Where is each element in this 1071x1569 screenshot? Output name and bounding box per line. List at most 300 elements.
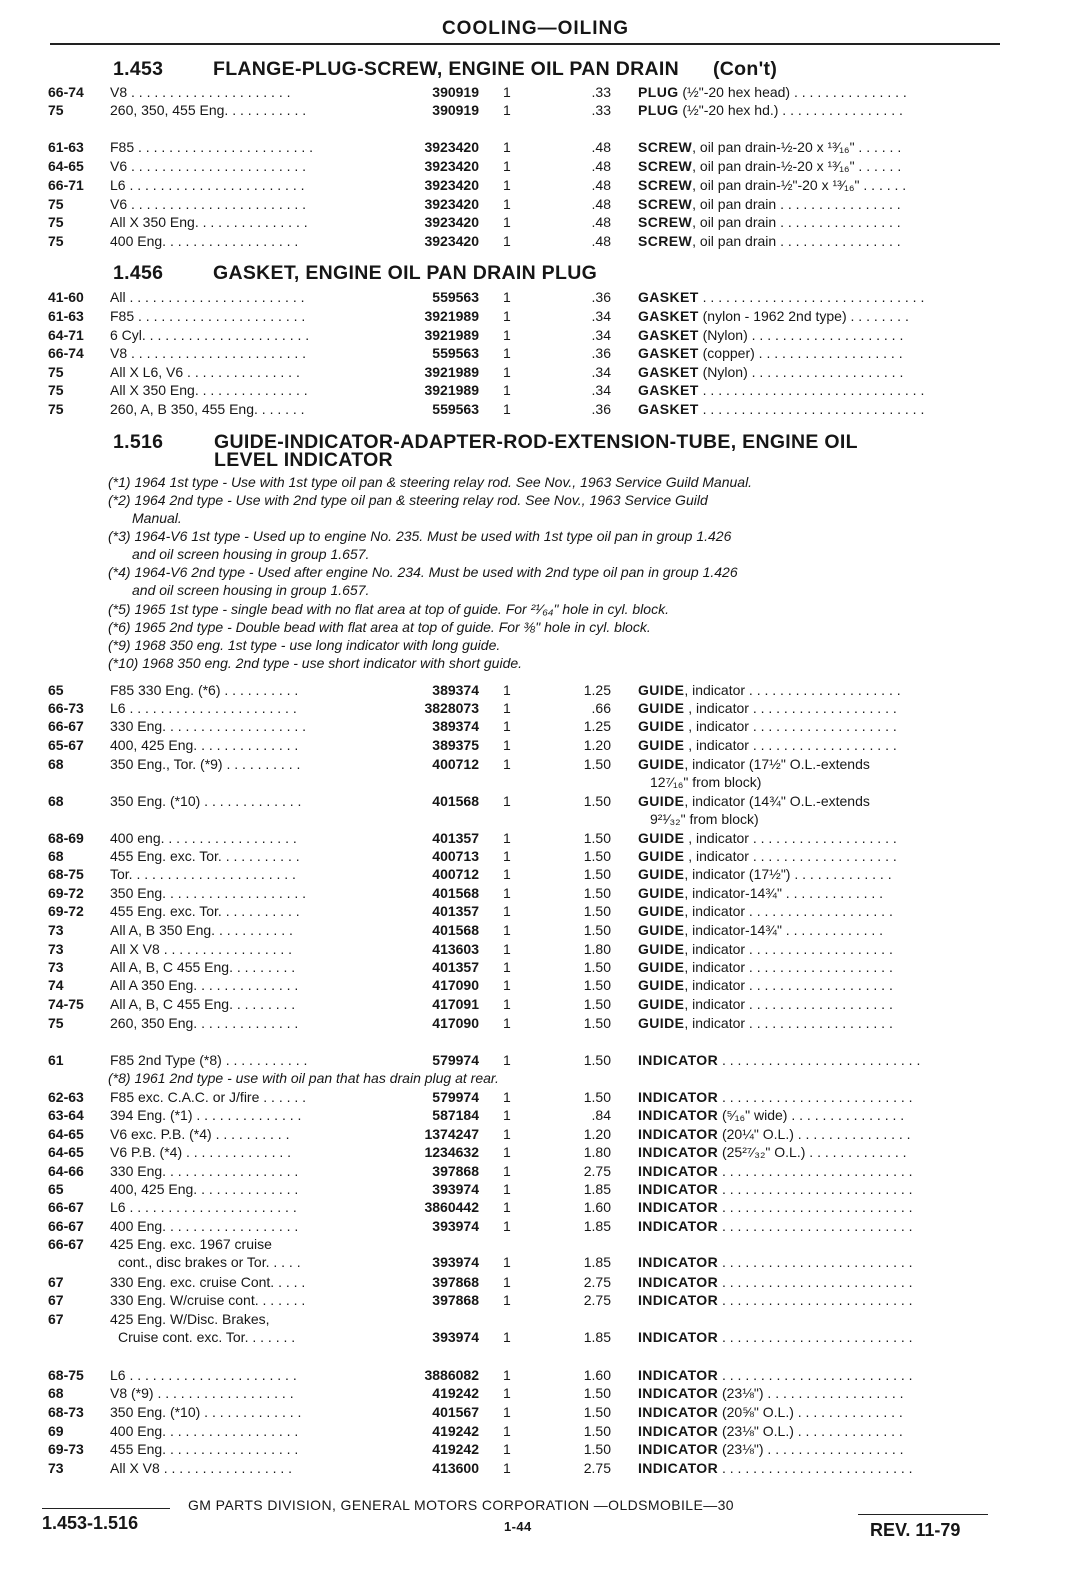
- description-detail: , indicator . . . . . . . . . . . . . . . . . . .: [684, 830, 897, 846]
- description: [638, 884, 998, 902]
- price: 1.60: [583, 1199, 611, 1215]
- price: 1.25: [583, 718, 611, 734]
- description-detail: , indicator . . . . . . . . . . . . . . . . . . .: [684, 959, 893, 975]
- quantity: 1: [503, 737, 511, 753]
- price: 1.50: [583, 793, 611, 809]
- price: 1.25: [583, 682, 611, 698]
- section-title: [113, 431, 213, 454]
- price: 1.50: [583, 959, 611, 975]
- description: [638, 921, 998, 939]
- description: [638, 1328, 998, 1346]
- application: All . . . . . . . . . . . . . . . . . . . . . . .: [110, 289, 305, 305]
- model-years: 68-73: [48, 1404, 84, 1420]
- application: 425 Eng. W/Disc. Brakes,: [110, 1311, 270, 1327]
- part-number: 397868: [432, 1274, 479, 1290]
- part-number: 579974: [432, 1089, 479, 1105]
- model-years: 73: [48, 941, 64, 957]
- model-years: 75: [48, 214, 64, 230]
- quantity: 1: [503, 996, 511, 1012]
- description: [638, 829, 998, 847]
- footer-rule-left: [42, 1508, 170, 1509]
- price: 1.50: [583, 1404, 611, 1420]
- application: 394 Eng. (*1) . . . . . . . . . . . . . .: [110, 1107, 302, 1123]
- footnote: (*4) 1964-V6 2nd type - Used after engine No. 234. Must be used with 2nd type oil pan in group 1.426: [108, 564, 738, 580]
- application: V6 . . . . . . . . . . . . . . . . . . . . . . .: [110, 158, 307, 174]
- part-number: 401357: [432, 959, 479, 975]
- model-years: 68: [48, 756, 64, 772]
- quantity: 1: [503, 382, 511, 398]
- quantity: 1: [503, 866, 511, 882]
- section-heading: [214, 433, 994, 469]
- description-detail: , indicator . . . . . . . . . . . . . . . . . . .: [684, 718, 897, 734]
- description: [638, 1440, 998, 1458]
- model-years: 62-63: [48, 1089, 84, 1105]
- model-years: 74: [48, 977, 64, 993]
- description-detail: , indicator . . . . . . . . . . . . . . . . . . .: [684, 737, 897, 753]
- price: 1.50: [583, 1441, 611, 1457]
- description: [638, 101, 998, 119]
- application: cont., disc brakes or Tor. . . . .: [118, 1254, 301, 1270]
- part-name: GUIDE: [638, 977, 685, 993]
- price: 1.20: [583, 1126, 611, 1142]
- description: [638, 157, 998, 175]
- quantity: 1: [503, 1329, 511, 1345]
- part-row: [0, 792, 1071, 810]
- quantity: 1: [503, 1015, 511, 1031]
- part-row: [0, 232, 1071, 250]
- quantity: 1: [503, 308, 511, 324]
- part-number: 419242: [432, 1423, 479, 1439]
- part-number: 3923420: [424, 233, 479, 249]
- part-row: [0, 1273, 1071, 1291]
- part-row: [0, 344, 1071, 362]
- part-name: GUIDE: [638, 959, 685, 975]
- quantity: 1: [503, 1292, 511, 1308]
- model-years: 61-63: [48, 308, 84, 324]
- application: 455 Eng. . . . . . . . . . . . . . . . . .: [110, 1441, 299, 1457]
- application: All X 350 Eng. . . . . . . . . . . . . . .: [110, 214, 308, 230]
- quantity: 1: [503, 1126, 511, 1142]
- model-years: 68: [48, 793, 64, 809]
- part-name: SCREW: [638, 177, 693, 193]
- price: 1.50: [583, 1089, 611, 1105]
- part-row: [0, 681, 1071, 699]
- application: V8 . . . . . . . . . . . . . . . . . . . . .: [110, 84, 291, 100]
- model-years: 75: [48, 102, 64, 118]
- footnote: (*1) 1964 1st type - Use with 1st type oil pan & steering relay rod. See Nov., 1963 Service Guild Manual.: [108, 474, 753, 490]
- part-row: [0, 1422, 1071, 1440]
- part-number: 3921989: [424, 308, 479, 324]
- quantity: 1: [503, 718, 511, 734]
- application: All A, B 350 Eng. . . . . . . . . . .: [110, 922, 293, 938]
- part-number: 393974: [432, 1218, 479, 1234]
- price: 1.85: [583, 1329, 611, 1345]
- price: 1.50: [583, 1015, 611, 1031]
- description: [638, 1366, 998, 1384]
- application: All A, B, C 455 Eng. . . . . . . . .: [110, 996, 296, 1012]
- part-name: GUIDE: [638, 793, 685, 809]
- description: [638, 699, 998, 717]
- application: 350 Eng. (*10) . . . . . . . . . . . . .: [110, 793, 302, 809]
- description-detail: (½"-20 hex head) . . . . . . . . . . . . . . .: [678, 84, 907, 100]
- description: [638, 1291, 998, 1309]
- description: [638, 792, 998, 810]
- part-row-continuation: [0, 773, 1071, 791]
- part-row: [0, 83, 1071, 101]
- description-detail: . . . . . . . . . . . . . . . . . . . . . . . . . . . . .: [698, 401, 925, 417]
- model-years: 65: [48, 1181, 64, 1197]
- description-detail: , indicator-14¾" . . . . . . . . . . . . .: [684, 885, 884, 901]
- price: .34: [591, 327, 611, 343]
- price: .84: [591, 1107, 611, 1123]
- description: [638, 681, 998, 699]
- price: .48: [591, 214, 611, 230]
- quantity: 1: [503, 1460, 511, 1476]
- description-detail: , oil pan drain . . . . . . . . . . . . . . . .: [692, 233, 901, 249]
- price: .48: [591, 177, 611, 193]
- description: [638, 1273, 998, 1291]
- part-name: GUIDE: [638, 1015, 685, 1031]
- part-number: 579974: [432, 1052, 479, 1068]
- part-name: INDICATOR: [638, 1126, 719, 1142]
- description-detail: . . . . . . . . . . . . . . . . . . . . . . . . .: [718, 1460, 913, 1476]
- description-detail: , indicator (17½") . . . . . . . . . . . . .: [684, 866, 892, 882]
- application: All X V8 . . . . . . . . . . . . . . . . .: [110, 1460, 293, 1476]
- part-row: [0, 1440, 1071, 1458]
- price: .36: [591, 289, 611, 305]
- model-years: 75: [48, 1015, 64, 1031]
- part-number: 3828073: [424, 700, 479, 716]
- part-name: GUIDE: [638, 830, 685, 846]
- price: 1.80: [583, 941, 611, 957]
- part-row: [0, 1088, 1071, 1106]
- part-row: [0, 1291, 1071, 1309]
- description-detail: . . . . . . . . . . . . . . . . . . . . . . . . .: [718, 1254, 913, 1270]
- part-row: [0, 1366, 1071, 1384]
- part-name: GUIDE: [638, 700, 685, 716]
- part-name: GASKET: [638, 308, 699, 324]
- price: 2.75: [583, 1460, 611, 1476]
- description-detail: . . . . . . . . . . . . . . . . . . . . . . . . .: [718, 1367, 913, 1383]
- quantity: 1: [503, 1423, 511, 1439]
- model-years: 61-63: [48, 139, 84, 155]
- description: [638, 902, 998, 920]
- quantity: 1: [503, 1385, 511, 1401]
- description-detail: . . . . . . . . . . . . . . . . . . . . . . . . . . . . .: [698, 382, 925, 398]
- part-row: [0, 1198, 1071, 1216]
- model-years: 69: [48, 1423, 64, 1439]
- description: [638, 1384, 998, 1402]
- part-number: 559563: [432, 401, 479, 417]
- quantity: 1: [503, 214, 511, 230]
- part-name: GUIDE: [638, 922, 685, 938]
- description: [638, 1088, 998, 1106]
- application: F85 2nd Type (*8) . . . . . . . . . . .: [110, 1052, 308, 1068]
- application: 350 Eng., Tor. (*9) . . . . . . . . . .: [110, 756, 301, 772]
- description: [638, 1253, 998, 1271]
- part-name: SCREW: [638, 214, 693, 230]
- part-number: 397868: [432, 1292, 479, 1308]
- price: .34: [591, 364, 611, 380]
- description: [638, 195, 998, 213]
- footer-group-range: 1.453-1.516: [42, 1513, 139, 1533]
- description-detail: (23⅛" O.L.) . . . . . . . . . . . . . .: [718, 1423, 903, 1439]
- part-name: INDICATOR: [638, 1404, 719, 1420]
- section-heading: GASKET, ENGINE OIL PAN DRAIN PLUG: [213, 262, 598, 284]
- application: 260, 350 Eng. . . . . . . . . . . . . .: [110, 1015, 299, 1031]
- model-years: 75: [48, 233, 64, 249]
- application: 400 Eng. . . . . . . . . . . . . . . . . .: [110, 1423, 299, 1439]
- section-number: 1.453: [113, 58, 164, 80]
- part-name: GUIDE: [638, 885, 685, 901]
- part-number: 413600: [432, 1460, 479, 1476]
- quantity: 1: [503, 177, 511, 193]
- part-number: 3860442: [424, 1199, 479, 1215]
- price: 1.50: [583, 903, 611, 919]
- description: [638, 400, 998, 418]
- description: [638, 1198, 998, 1216]
- part-row: [0, 736, 1071, 754]
- part-row: [0, 976, 1071, 994]
- description-detail: . . . . . . . . . . . . . . . . . . . . . . . . .: [718, 1292, 913, 1308]
- part-row: [0, 138, 1071, 156]
- price: .66: [591, 700, 611, 716]
- part-number: 401357: [432, 903, 479, 919]
- part-number: 400712: [432, 756, 479, 772]
- part-name: SCREW: [638, 158, 693, 174]
- quantity: 1: [503, 1089, 511, 1105]
- quantity: 1: [503, 903, 511, 919]
- part-number: 413603: [432, 941, 479, 957]
- footnote: (*6) 1965 2nd type - Double bead with flat area at top of guide. For ⅜" hole in cyl. block.: [108, 619, 651, 635]
- price: 1.50: [583, 977, 611, 993]
- description: [638, 363, 998, 381]
- application: 425 Eng. exc. 1967 cruise: [110, 1236, 272, 1252]
- part-name: GASKET: [638, 289, 699, 305]
- price: 1.50: [583, 1385, 611, 1401]
- part-number: 401568: [432, 922, 479, 938]
- part-number: 419242: [432, 1441, 479, 1457]
- application: Cruise cont. exc. Tor. . . . . . .: [118, 1329, 296, 1345]
- description-detail: , indicator-14¾" . . . . . . . . . . . . .: [684, 922, 884, 938]
- quantity: 1: [503, 401, 511, 417]
- part-row: [0, 958, 1071, 976]
- application: All A, B, C 455 Eng. . . . . . . . .: [110, 959, 296, 975]
- part-row: [0, 884, 1071, 902]
- part-name: PLUG: [638, 102, 679, 118]
- quantity: 1: [503, 1107, 511, 1123]
- part-name: GUIDE: [638, 848, 685, 864]
- part-number: 3923420: [424, 158, 479, 174]
- model-years: 64-66: [48, 1163, 84, 1179]
- part-number: 559563: [432, 289, 479, 305]
- part-number: 1234632: [424, 1144, 479, 1160]
- model-years: 41-60: [48, 289, 84, 305]
- part-row: [0, 307, 1071, 325]
- quantity: 1: [503, 1052, 511, 1068]
- application: Tor. . . . . . . . . . . . . . . . . . . . . .: [110, 866, 296, 882]
- footnote: and oil screen housing in group 1.657.: [132, 546, 370, 562]
- footer-publisher: GM PARTS DIVISION, GENERAL MOTORS CORPORATION —OLDSMOBILE—30: [188, 1497, 734, 1513]
- model-years: 67: [48, 1311, 64, 1327]
- price: 2.75: [583, 1292, 611, 1308]
- part-number: 400712: [432, 866, 479, 882]
- model-years: 73: [48, 959, 64, 975]
- model-years: 69-73: [48, 1441, 84, 1457]
- footnote: and oil screen housing in group 1.657.: [132, 582, 370, 598]
- part-number: 401568: [432, 885, 479, 901]
- application: V8 (*9) . . . . . . . . . . . . . . . . . .: [110, 1385, 294, 1401]
- description-detail: , oil pan drain . . . . . . . . . . . . . . . .: [692, 214, 901, 230]
- description: [638, 326, 998, 344]
- description: [638, 1106, 998, 1124]
- description-detail: , indicator . . . . . . . . . . . . . . . . . . .: [684, 848, 897, 864]
- part-number: 397868: [432, 1163, 479, 1179]
- part-row: [0, 1162, 1071, 1180]
- quantity: 1: [503, 233, 511, 249]
- part-name: GUIDE: [638, 941, 685, 957]
- part-name: INDICATOR: [638, 1423, 719, 1439]
- description-detail: , oil pan drain . . . . . . . . . . . . . . . .: [692, 196, 901, 212]
- application: L6 . . . . . . . . . . . . . . . . . . . . . .: [110, 1199, 297, 1215]
- description-detail: , oil pan drain-½-20 x ¹³⁄₁₆" . . . . . .: [692, 158, 902, 174]
- part-row: [0, 1014, 1071, 1032]
- description: [638, 288, 998, 306]
- part-number: 559563: [432, 345, 479, 361]
- description-detail: , indicator . . . . . . . . . . . . . . . . . . .: [684, 700, 897, 716]
- model-years: 65-67: [48, 737, 84, 753]
- description-detail: . . . . . . . . . . . . . . . . . . . . . . . . .: [718, 1218, 913, 1234]
- section-heading-line: LEVEL INDICATOR: [214, 449, 393, 471]
- application: L6 . . . . . . . . . . . . . . . . . . . . . .: [110, 1367, 297, 1383]
- part-name: INDICATOR: [638, 1441, 719, 1457]
- quantity: 1: [503, 700, 511, 716]
- description-detail: , indicator . . . . . . . . . . . . . . . . . . .: [684, 996, 893, 1012]
- price: 1.50: [583, 922, 611, 938]
- quantity: 1: [503, 977, 511, 993]
- part-number: 3921989: [424, 382, 479, 398]
- model-years: 68: [48, 848, 64, 864]
- part-number: 3923420: [424, 139, 479, 155]
- price: 1.80: [583, 1144, 611, 1160]
- description-detail: , indicator . . . . . . . . . . . . . . . . . . .: [684, 977, 893, 993]
- application: 400, 425 Eng. . . . . . . . . . . . . .: [110, 1181, 299, 1197]
- application: F85 . . . . . . . . . . . . . . . . . . . . . . .: [110, 139, 314, 155]
- section-title: [113, 58, 777, 81]
- part-number: 417091: [432, 996, 479, 1012]
- part-row: [0, 1384, 1071, 1402]
- quantity: 1: [503, 1144, 511, 1160]
- application: 400, 425 Eng. . . . . . . . . . . . . .: [110, 737, 299, 753]
- price: .36: [591, 401, 611, 417]
- model-years: 66-73: [48, 700, 84, 716]
- application: 260, 350, 455 Eng. . . . . . . . . . .: [110, 102, 307, 118]
- footnote: (*9) 1968 350 eng. 1st type - use long indicator with long guide.: [108, 637, 501, 653]
- price: 1.85: [583, 1218, 611, 1234]
- part-name: INDICATOR: [638, 1254, 719, 1270]
- description: [638, 232, 998, 250]
- part-name: GUIDE: [638, 718, 685, 734]
- part-row: [0, 400, 1071, 418]
- price: .48: [591, 233, 611, 249]
- part-row: [0, 1253, 1071, 1271]
- part-number: 1374247: [424, 1126, 479, 1142]
- description: [638, 976, 998, 994]
- footer-rule-right: [858, 1514, 988, 1515]
- part-name: INDICATOR: [638, 1107, 719, 1123]
- part-name: INDICATOR: [638, 1144, 719, 1160]
- part-row: [0, 213, 1071, 231]
- part-row: [0, 717, 1071, 735]
- price: .34: [591, 382, 611, 398]
- model-years: 68-75: [48, 1367, 84, 1383]
- application: All X L6, V6 . . . . . . . . . . . . . . .: [110, 364, 300, 380]
- quantity: 1: [503, 1199, 511, 1215]
- quantity: 1: [503, 327, 511, 343]
- quantity: 1: [503, 830, 511, 846]
- part-name: GUIDE: [638, 866, 685, 882]
- description: [638, 213, 998, 231]
- part-number: 393974: [432, 1181, 479, 1197]
- part-row: [0, 101, 1071, 119]
- part-name: GASKET: [638, 364, 699, 380]
- model-years: 64-65: [48, 1126, 84, 1142]
- model-years: 66-67: [48, 1218, 84, 1234]
- quantity: 1: [503, 682, 511, 698]
- description: [638, 940, 998, 958]
- part-name: SCREW: [638, 233, 693, 249]
- application: 455 Eng. exc. Tor. . . . . . . . . . .: [110, 848, 300, 864]
- model-years: 75: [48, 364, 64, 380]
- application: 330 Eng. . . . . . . . . . . . . . . . . . .: [110, 718, 307, 734]
- footnote: (*2) 1964 2nd type - Use with 2nd type oil pan & steering relay rod. See Nov., 1963 Service Guild: [108, 492, 708, 508]
- part-row: [0, 1217, 1071, 1235]
- description: [638, 381, 998, 399]
- description-detail: , indicator . . . . . . . . . . . . . . . . . . .: [684, 903, 893, 919]
- model-years: 75: [48, 401, 64, 417]
- description-detail: (Nylon) . . . . . . . . . . . . . . . . . . . .: [698, 364, 904, 380]
- application: V6 exc. P.B. (*4) . . . . . . . . . .: [110, 1126, 290, 1142]
- model-years: 66-67: [48, 718, 84, 734]
- model-years: 73: [48, 922, 64, 938]
- quantity: 1: [503, 1274, 511, 1290]
- price: 2.75: [583, 1163, 611, 1179]
- price: 1.50: [583, 756, 611, 772]
- price: 1.50: [583, 848, 611, 864]
- part-number: 400713: [432, 848, 479, 864]
- part-row: [0, 1051, 1071, 1069]
- application: V6 P.B. (*4) . . . . . . . . . . . . . .: [110, 1144, 292, 1160]
- part-name: SCREW: [638, 196, 693, 212]
- model-years: 66-67: [48, 1199, 84, 1215]
- application: 330 Eng. W/cruise cont. . . . . . .: [110, 1292, 306, 1308]
- footnote: (*5) 1965 1st type - single bead with no flat area at top of guide. For ²¹⁄₆₄" hole in cyl. block.: [108, 601, 669, 617]
- part-name: SCREW: [638, 139, 693, 155]
- quantity: 1: [503, 1441, 511, 1457]
- quantity: 1: [503, 364, 511, 380]
- description: [638, 1162, 998, 1180]
- part-number: 3921989: [424, 327, 479, 343]
- application: 400 Eng. . . . . . . . . . . . . . . . . .: [110, 1218, 299, 1234]
- description-detail: . . . . . . . . . . . . . . . . . . . . . . . . .: [718, 1329, 913, 1345]
- description-detail: , indicator (17½" O.L.-extends: [684, 756, 870, 772]
- description: [638, 83, 998, 101]
- quantity: 1: [503, 289, 511, 305]
- quantity: 1: [503, 959, 511, 975]
- footnote: (*10) 1968 350 eng. 2nd type - use short indicator with short guide.: [108, 655, 523, 671]
- part-name: GASKET: [638, 382, 699, 398]
- quantity: 1: [503, 1404, 511, 1420]
